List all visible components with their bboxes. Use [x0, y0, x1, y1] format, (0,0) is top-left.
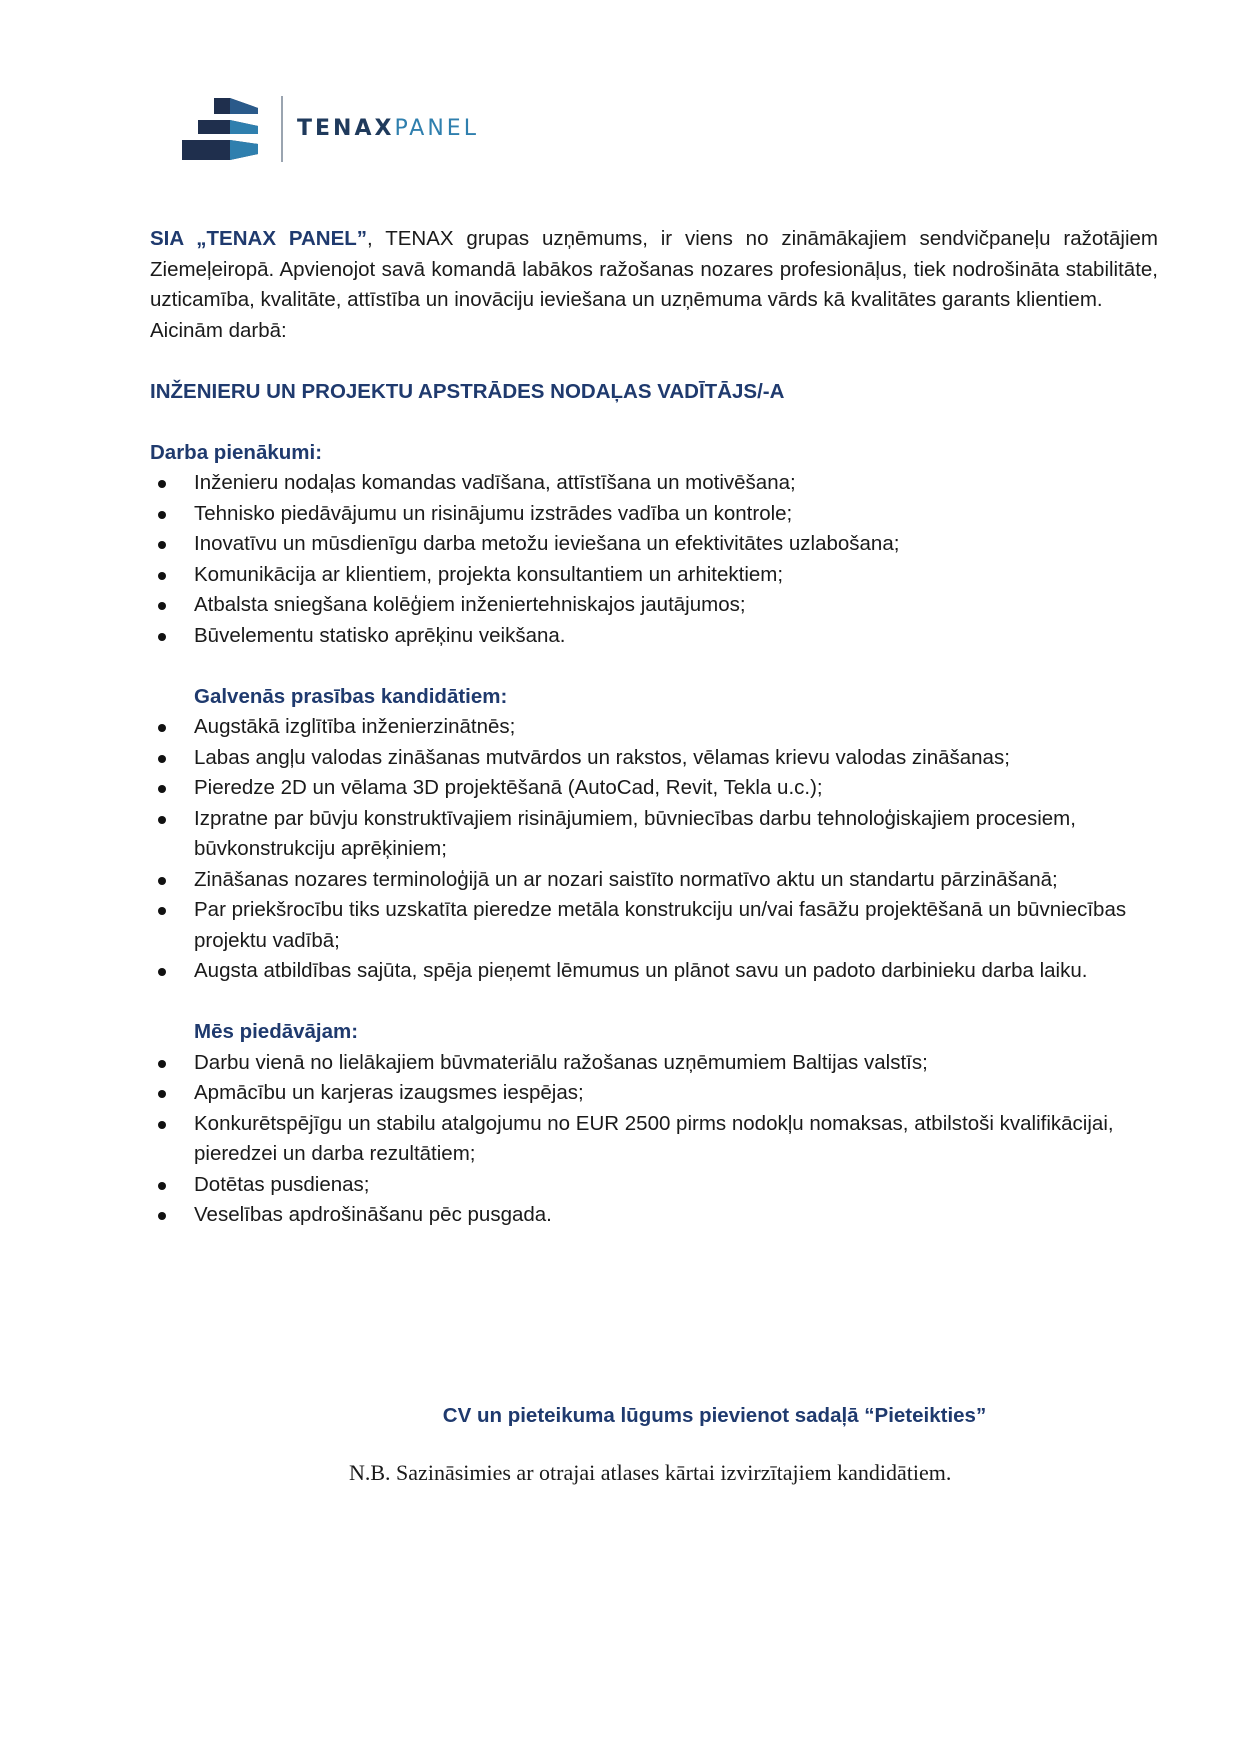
bullet-icon — [158, 1090, 166, 1098]
bullet-icon — [158, 785, 166, 793]
list-item-text: Augstākā izglītība inženierzinātnēs; — [194, 715, 516, 738]
bullet-icon — [158, 480, 166, 488]
list-item — [150, 529, 1158, 560]
list-item — [150, 1170, 1158, 1201]
logo-brand-light: PANEL — [394, 116, 479, 141]
list-item — [150, 468, 1158, 499]
intro-text: , TENAX grupas uzņēmums, ir viens no zināmākajiem sendvičpaneļu ražotājiem Ziemeļeiropā. Apvienojot savā komandā labākos ražošanas nozares profesionāļus, tiek nodrošināta stabilitāte, uzticamība, kvalitāte, attīstība un inovāciju ieviešana un uzņēmuma vārds kā kvalitātes garants klientiem. — [150, 227, 1158, 311]
bullet-icon — [158, 724, 166, 732]
list-item-text: Darbu vienā no lielākajiem būvmateriālu ražošanas uzņēmumiem Baltijas valstīs; — [194, 1050, 928, 1074]
logo-divider — [281, 96, 283, 162]
duties-heading: Darba pienākumi: — [150, 440, 323, 464]
list-item — [150, 1078, 1158, 1109]
list-item-text: Inženieru nodaļas komandas vadīšana, attīstīšana un motivēšana; — [194, 471, 796, 494]
position-title: INŽENIERU UN PROJEKTU APSTRĀDES NODAĻAS VADĪTĀJS/-A — [150, 379, 785, 403]
list-item — [150, 743, 1158, 774]
bullet-icon — [158, 816, 166, 824]
list-item — [150, 865, 1158, 896]
requirements-list — [150, 712, 1158, 987]
list-item — [150, 895, 1158, 956]
list-item-text: Labas angļu valodas zināšanas mutvārdos un rakstos, vēlamas krievu valodas zināšanas; — [194, 745, 1010, 769]
list-item-text: Apmācību un karjeras izaugsmes iespējas; — [194, 1081, 584, 1104]
intro-paragraph — [150, 224, 1158, 316]
bullet-icon — [158, 541, 166, 549]
company-logo — [180, 96, 500, 166]
bullet-icon — [158, 1060, 166, 1068]
list-item — [150, 560, 1158, 591]
list-item — [150, 499, 1158, 530]
application-cta-text: CV un pieteikuma lūgums pievienot sadaļā “Pieteikties” — [442, 1404, 987, 1427]
application-cta — [0, 1401, 1239, 1431]
list-item — [150, 590, 1158, 621]
bullet-icon — [158, 1121, 166, 1129]
list-item-text: Pieredze 2D un vēlama 3D projektēšanā (AutoCad, Revit, Tekla u.c.); — [194, 776, 823, 799]
list-item-text: Atbalsta sniegšana kolēģiem inženiertehniskajos jautājumos; — [194, 593, 746, 616]
bullet-icon — [158, 602, 166, 610]
list-item-text: Dotētas pusdienas; — [194, 1172, 370, 1196]
company-name: SIA „TENAX PANEL” — [150, 227, 368, 250]
list-item-text: Komunikācija ar klientiem, projekta konsultantiem un arhitektiem; — [194, 562, 784, 586]
bullet-icon — [158, 511, 166, 519]
list-item-text: Inovatīvu un mūsdienīgu darba metožu ieviešana un efektivitātes uzlabošana; — [194, 532, 900, 555]
duties-list — [150, 468, 1158, 651]
tenax-logo-mark-icon — [180, 96, 280, 162]
footer-note: N.B. Sazināsimies ar otrajai atlases kārtai izvirzītajiem kandidātiem. — [349, 1460, 952, 1485]
offer-list — [150, 1048, 1158, 1231]
bullet-icon — [158, 572, 166, 580]
logo-wordmark — [297, 114, 479, 144]
list-item — [150, 773, 1158, 804]
bullet-icon — [158, 877, 166, 885]
list-item-text: Tehnisko piedāvājumu un risinājumu izstrādes vadība un kontrole; — [194, 501, 793, 525]
job-posting-body — [150, 224, 1158, 1231]
bullet-icon — [158, 1212, 166, 1220]
requirements-heading: Galvenās prasības kandidātiem: — [194, 684, 508, 708]
offer-heading: Mēs piedāvājam: — [194, 1020, 359, 1043]
list-item — [150, 956, 1158, 987]
bullet-icon — [158, 1182, 166, 1190]
list-item-text: Būvelementu statisko aprēķinu veikšana. — [194, 623, 566, 647]
bullet-icon — [158, 755, 166, 763]
list-item-text: Par priekšrocību tiks uzskatīta pieredze metāla konstrukciju un/vai fasāžu projektēšanā un būvniecības projektu vadībā; — [194, 898, 1127, 952]
logo-brand-bold: TENAX — [297, 116, 395, 141]
list-item — [150, 621, 1158, 652]
list-item — [150, 712, 1158, 743]
list-item — [150, 804, 1158, 865]
list-item-text: Augsta atbildības sajūta, spēja pieņemt lēmumus un plānot savu un padoto darbinieku darba laiku. — [194, 959, 1088, 982]
bullet-icon — [158, 633, 166, 641]
bullet-icon — [158, 907, 166, 915]
list-item-text: Konkurētspējīgu un stabilu atalgojumu no EUR 2500 pirms nodokļu nomaksas, atbilstoši kvalifikācijai, pieredzei un darba rezultātiem; — [194, 1111, 1114, 1165]
list-item — [150, 1200, 1158, 1231]
list-item-text: Veselības apdrošināšanu pēc pusgada. — [194, 1203, 552, 1226]
list-item-text: Zināšanas nozares terminoloģijā un ar nozari saistīto normatīvo aktu un standartu pārzināšanā; — [194, 867, 1058, 891]
list-item — [150, 1109, 1158, 1170]
invite-line: Aicinām darbā: — [150, 318, 287, 342]
list-item-text: Izpratne par būvju konstruktīvajiem risinājumiem, būvniecības darbu tehnoloģiskajiem procesiem, būvkonstrukciju aprēķiniem; — [194, 806, 1076, 860]
list-item — [150, 1048, 1158, 1079]
bullet-icon — [158, 968, 166, 976]
